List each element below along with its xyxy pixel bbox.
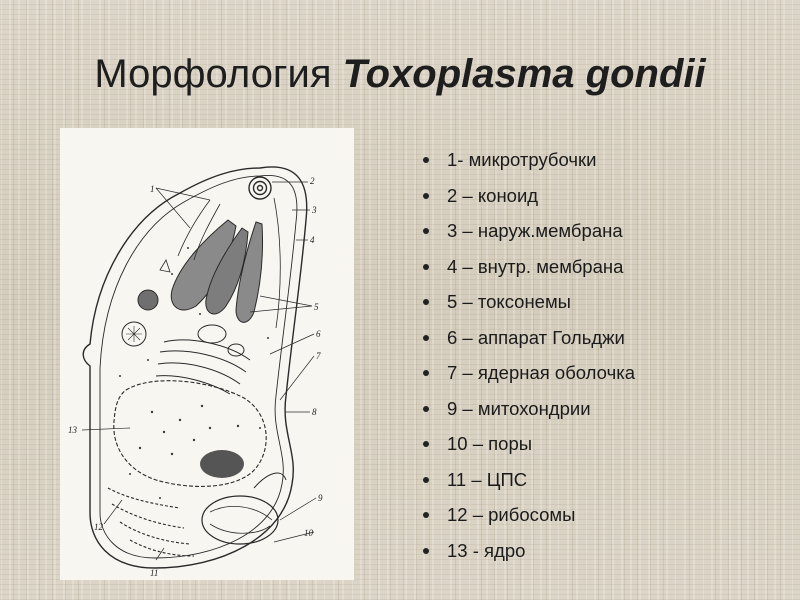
conoid bbox=[249, 177, 271, 199]
diagram-labels bbox=[68, 176, 323, 578]
label-7: 7 bbox=[316, 351, 321, 361]
legend-item: 13 - ядро bbox=[421, 533, 635, 569]
label-9: 9 bbox=[318, 493, 323, 503]
legend-item: 1- микротрубочки bbox=[421, 142, 635, 178]
label-5: 5 bbox=[314, 302, 319, 312]
legend-item: 3 – наруж.мембрана bbox=[421, 213, 635, 249]
legend-item: 10 – поры bbox=[421, 426, 635, 462]
diagram-drawing bbox=[60, 128, 354, 580]
legend-item: 9 – митохондрии bbox=[421, 391, 635, 427]
legend-list bbox=[421, 142, 635, 568]
title-prefix: Морфология bbox=[94, 52, 343, 96]
legend-item: 11 – ЦПС bbox=[421, 462, 635, 498]
legend-item: 7 – ядерная оболочка bbox=[421, 355, 635, 391]
label-12: 12 bbox=[94, 522, 103, 532]
legend-item: 4 – внутр. мембрана bbox=[421, 249, 635, 285]
endoplasmic-reticulum bbox=[108, 488, 194, 556]
label-8: 8 bbox=[312, 407, 317, 417]
slide-title bbox=[0, 50, 800, 98]
label-11: 11 bbox=[150, 568, 159, 578]
label-4: 4 bbox=[310, 235, 315, 245]
legend-item: 6 – аппарат Гольджи bbox=[421, 320, 635, 356]
label-10: 10 bbox=[304, 528, 313, 538]
inner-membrane bbox=[100, 175, 297, 558]
label-13: 13 bbox=[68, 425, 77, 435]
mitochondrion bbox=[202, 496, 278, 544]
title-species: Toxoplasma gondii bbox=[342, 52, 706, 96]
nucleus bbox=[114, 381, 266, 487]
legend-item: 12 – рибосомы bbox=[421, 497, 635, 533]
label-3: 3 bbox=[312, 205, 317, 215]
legend-item: 2 – коноид bbox=[421, 178, 635, 214]
label-2: 2 bbox=[310, 176, 315, 186]
toxoplasma-diagram bbox=[60, 128, 354, 580]
legend-item: 5 – токсонемы bbox=[421, 284, 635, 320]
label-6: 6 bbox=[316, 329, 321, 339]
label-1: 1 bbox=[150, 184, 155, 194]
nucleolus bbox=[200, 450, 244, 478]
